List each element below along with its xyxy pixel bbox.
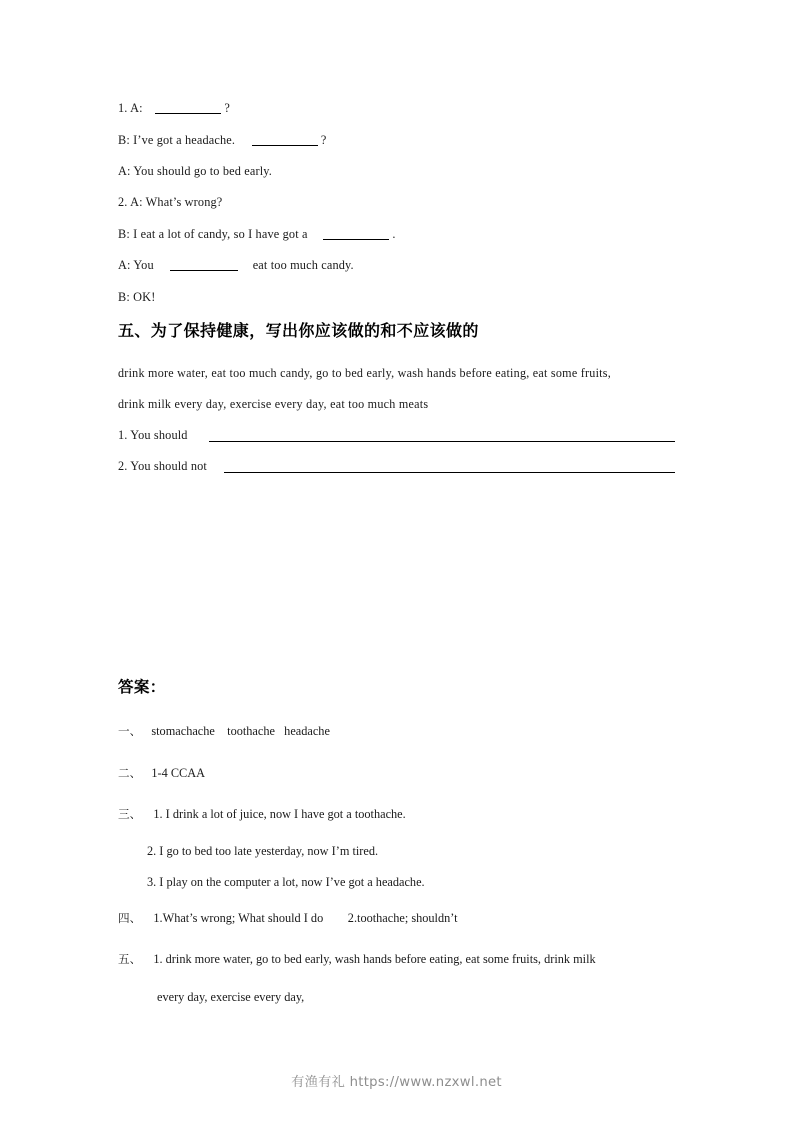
word-bank-line-2: drink milk every day, exercise every day, eat too much meats: [118, 397, 429, 411]
section-five-heading: 五、为了保持健康，写出你应该做的和不应该做的: [118, 321, 479, 340]
answer-item-3: [118, 807, 406, 821]
answer-item-4-number: 四、: [118, 911, 142, 925]
answer-item-2-text: 1-4 CCAA: [151, 766, 205, 780]
answer-item-1-text: stomachache toothache headache: [151, 724, 330, 738]
dialogue-line-5: [118, 227, 396, 241]
answer-item-1: [118, 724, 330, 738]
answer-item-2: [118, 766, 205, 780]
section-five-prompt-2: 2. You should not: [118, 459, 207, 473]
answer-item-3-text: 1. I drink a lot of juice, now I have got a toothache.: [153, 807, 406, 821]
answer-item-3-sub-2: 2. I go to bed too late yesterday, now I’m tired.: [147, 844, 379, 858]
answer-item-5: [118, 952, 596, 966]
dialogue-line-2-suffix: ?: [320, 133, 327, 147]
dialogue-line-6-suffix: eat too much candy.: [252, 258, 354, 272]
word-bank-line-1: drink more water, eat too much candy, go to bed early, wash hands before eating, eat some fruits,: [118, 366, 612, 380]
answer-item-5-number: 五、: [118, 952, 142, 966]
footer-watermark: 有渔有礼 https://www.nzxwl.net: [291, 1075, 502, 1090]
answer-item-4-text: 1.What’s wrong; What should I do 2.toothache; shouldn’t: [153, 911, 458, 925]
answer-item-3-sub-3: 3. I play on the computer a lot, now I’ve got a headache.: [147, 875, 425, 889]
section-five-prompt-1: 1. You should: [118, 428, 188, 442]
answer-item-5-sub-2: every day, exercise every day,: [157, 990, 305, 1004]
dialogue-line-6: [118, 258, 354, 272]
answer-key-heading: 答案：: [118, 678, 166, 696]
answer-item-2-number: 二、: [118, 766, 142, 780]
dialogue-line-7: B: OK!: [118, 290, 156, 304]
dialogue-line-1-text: 1. A:: [118, 101, 143, 115]
dialogue-line-5-text: B: I eat a lot of candy, so I have got a: [118, 227, 308, 241]
answer-item-1-number: 一、: [118, 724, 142, 738]
dialogue-line-2: [118, 133, 326, 147]
dialogue-line-6-text: A: You: [118, 258, 154, 272]
dialogue-blank-4[interactable]: [170, 259, 238, 271]
dialogue-line-3: A: You should go to bed early.: [118, 164, 272, 178]
dialogue-blank-2[interactable]: [252, 134, 318, 146]
dialogue-line-2-text: B: I’ve got a headache.: [118, 133, 236, 147]
answer-item-5-text: 1. drink more water, go to bed early, wash hands before eating, eat some fruits, drink milk: [153, 952, 596, 966]
dialogue-line-1-suffix: ?: [224, 101, 230, 115]
answer-rule-1[interactable]: [209, 441, 675, 442]
dialogue-line-1: [118, 101, 230, 115]
dialogue-line-4: 2. A: What’s wrong?: [118, 195, 223, 209]
dialogue-blank-1[interactable]: [155, 102, 221, 114]
answer-rule-2[interactable]: [224, 472, 675, 473]
dialogue-blank-3[interactable]: [323, 228, 389, 240]
dialogue-line-5-suffix: .: [392, 227, 396, 241]
answer-item-3-number: 三、: [118, 807, 142, 821]
answer-item-4: [118, 911, 458, 925]
